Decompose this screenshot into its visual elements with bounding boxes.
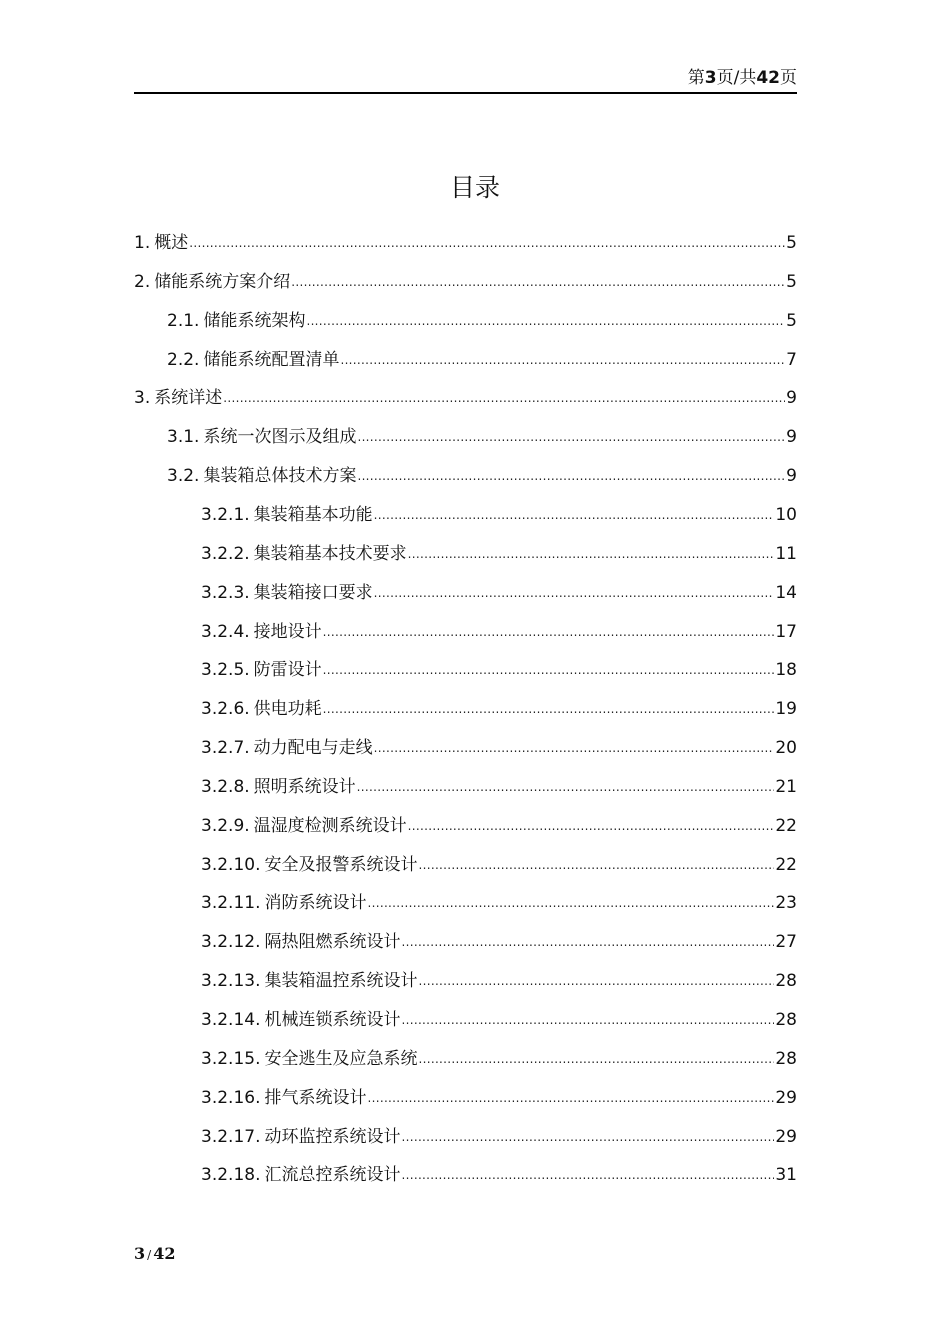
toc-entry[interactable] [134, 270, 797, 294]
toc-entry-title: 隔热阻燃系统设计 [264, 932, 401, 953]
header-page-mid: 页/共 [716, 68, 757, 88]
toc-entry-page: 10 [775, 504, 797, 525]
toc-entry[interactable] [201, 1047, 797, 1071]
toc-entry-page: 22 [775, 815, 797, 836]
toc-dot-leader [367, 895, 774, 915]
toc-entry[interactable] [201, 1008, 797, 1032]
toc-entry-title: 温湿度检测系统设计 [253, 815, 407, 836]
toc-dot-leader [367, 1090, 774, 1110]
toc-entry-title: 储能系统方案介绍 [154, 271, 291, 292]
toc-entry[interactable] [201, 1125, 797, 1149]
toc-entry-page: 29 [775, 1126, 797, 1147]
toc-entry-number: 3.2.15. [201, 1048, 261, 1069]
toc-dot-leader [340, 352, 785, 372]
footer-total-pages: 42 [153, 1244, 176, 1263]
toc-entry-number: 3.2.11. [201, 893, 261, 914]
toc-entry[interactable] [167, 464, 797, 488]
toc-dot-leader [418, 857, 774, 877]
toc-entry[interactable] [134, 386, 797, 410]
toc-dot-leader [401, 1129, 774, 1149]
toc-dot-leader [374, 585, 775, 605]
toc-entry[interactable] [201, 814, 797, 838]
toc-entry-page: 14 [775, 582, 797, 603]
toc-entry[interactable] [201, 697, 797, 721]
toc-entry[interactable] [201, 930, 797, 954]
toc-entry[interactable] [201, 503, 797, 527]
toc-entry-page: 28 [775, 971, 797, 992]
toc-entry-title: 防雷设计 [253, 660, 322, 681]
toc-dot-leader [401, 934, 774, 954]
toc-dot-leader [357, 468, 785, 488]
footer-current-page: 3 [134, 1244, 146, 1263]
toc-entry[interactable] [134, 231, 797, 255]
toc-entry-number: 2. [134, 271, 151, 292]
toc-entry-number: 3.2.1. [201, 504, 250, 525]
toc-entry[interactable] [201, 853, 797, 877]
toc-entry-number: 3.2.18. [201, 1165, 261, 1186]
toc-entry-page: 5 [786, 310, 797, 331]
toc-entry-title: 储能系统配置清单 [203, 349, 340, 370]
toc-entry-page: 5 [786, 271, 797, 292]
toc-entry-number: 3.2.6. [201, 699, 250, 720]
toc-entry[interactable] [167, 425, 797, 449]
toc-entry-title: 集装箱温控系统设计 [264, 971, 418, 992]
toc-entry-number: 3.2.10. [201, 854, 261, 875]
toc-entry-title: 消防系统设计 [264, 893, 367, 914]
toc-entry-title: 安全逃生及应急系统 [264, 1048, 418, 1069]
toc-title: 目录 [449, 173, 500, 202]
toc-entry-title: 供电功耗 [253, 699, 322, 720]
toc-entry-title: 概述 [154, 233, 189, 253]
toc-entry-page: 28 [775, 1010, 797, 1030]
toc-entry[interactable] [201, 1163, 797, 1187]
toc-entry-title: 排气系统设计 [264, 1087, 367, 1108]
toc-entry-number: 3.2.12. [201, 932, 261, 953]
toc-entry-number: 3.2.4. [201, 621, 250, 642]
toc-dot-leader [374, 507, 775, 527]
toc-dot-leader [418, 1051, 774, 1071]
toc-entry-title: 安全及报警系统设计 [264, 854, 418, 875]
toc-entry-title: 系统详述 [154, 388, 223, 409]
toc-entry[interactable] [201, 620, 797, 644]
toc-entry-number: 3.2.2. [201, 543, 250, 564]
toc-entry-title: 集装箱接口要求 [253, 582, 373, 603]
toc-dot-leader [357, 429, 785, 449]
toc-dot-leader [401, 1167, 774, 1187]
toc-entry-number: 2.1. [167, 310, 200, 331]
toc-entry[interactable] [201, 542, 797, 566]
footer-separator: / [147, 1248, 152, 1262]
header-page-prefix: 第 [687, 68, 705, 88]
toc-entry-number: 3.1. [167, 427, 200, 448]
toc-entry-title: 机械连锁系统设计 [264, 1010, 401, 1030]
toc-entry-title: 照明系统设计 [253, 776, 356, 797]
toc-dot-leader [408, 818, 775, 838]
toc-entry-title: 汇流总控系统设计 [264, 1165, 401, 1186]
toc-dot-leader [189, 235, 785, 255]
toc-entry-title: 集装箱基本技术要求 [253, 543, 407, 564]
toc-entry[interactable] [201, 658, 797, 682]
toc-entry-page: 18 [775, 660, 797, 681]
toc-entry-number: 3.2. [167, 466, 200, 487]
toc-entry-page: 23 [775, 893, 797, 914]
toc-entry[interactable] [201, 891, 797, 915]
toc-entry-page: 31 [775, 1165, 797, 1186]
toc-dot-leader [357, 779, 775, 799]
toc-entry-title: 动环监控系统设计 [264, 1126, 401, 1147]
toc-entry-page: 9 [786, 388, 797, 409]
toc-dot-leader [323, 662, 775, 682]
toc-entry[interactable] [201, 581, 797, 605]
toc-dot-leader [374, 740, 775, 760]
toc-entry-page: 29 [775, 1087, 797, 1108]
toc-entry-title: 集装箱总体技术方案 [203, 466, 357, 487]
toc-dot-leader [408, 546, 775, 566]
toc-entry-page: 22 [775, 854, 797, 875]
toc-entry-number: 3.2.3. [201, 582, 250, 603]
toc-entry-number: 2.2. [167, 349, 200, 370]
toc-entry-number: 3. [134, 388, 151, 409]
toc-entry-page: 19 [775, 699, 797, 720]
toc-entry[interactable] [167, 348, 797, 372]
toc-entry-number: 1. [134, 233, 151, 253]
toc-entry-number: 3.2.17. [201, 1126, 261, 1147]
toc-entry-number: 3.2.13. [201, 971, 261, 992]
toc-entry-number: 3.2.16. [201, 1087, 261, 1108]
toc-entry-number: 3.2.14. [201, 1010, 261, 1030]
toc-dot-leader [223, 390, 785, 410]
toc-dot-leader [401, 1012, 774, 1032]
toc-entry-page: 21 [775, 776, 797, 797]
toc-entry-number: 3.2.9. [201, 815, 250, 836]
toc-dot-leader [323, 624, 775, 644]
toc-entry-title: 系统一次图示及组成 [203, 427, 357, 448]
toc-entry-number: 3.2.5. [201, 660, 250, 681]
toc-entry-number: 3.2.8. [201, 776, 250, 797]
toc-dot-leader [306, 313, 785, 333]
toc-entry-number: 3.2.7. [201, 738, 250, 759]
toc-entry-title: 接地设计 [253, 621, 322, 642]
toc-entry[interactable] [201, 1086, 797, 1110]
header-total-pages: 42 [756, 68, 780, 88]
toc-entry-page: 17 [775, 621, 797, 642]
page-footer [134, 1244, 175, 1263]
toc-entry-title: 集装箱基本功能 [253, 504, 373, 525]
toc-entry[interactable] [167, 309, 797, 333]
toc-entry-page: 5 [786, 233, 797, 253]
header-current-page: 3 [704, 68, 717, 88]
toc-entry-page: 9 [786, 466, 797, 487]
toc-entry[interactable] [201, 736, 797, 760]
toc-dot-leader [418, 973, 774, 993]
toc-entry[interactable] [201, 775, 797, 799]
toc-entry-page: 27 [775, 932, 797, 953]
toc-entry-page: 7 [786, 349, 797, 370]
toc-dot-leader [323, 701, 775, 721]
toc-entry-page: 28 [775, 1048, 797, 1069]
toc-entry-title: 动力配电与走线 [253, 738, 373, 759]
toc-entry-title: 储能系统架构 [203, 310, 306, 331]
toc-entry-page: 11 [775, 543, 797, 564]
toc-dot-leader [291, 274, 785, 294]
toc-entry-page: 9 [786, 427, 797, 448]
header-page-suffix: 页 [780, 68, 797, 88]
toc-entry[interactable] [201, 969, 797, 993]
toc-entry-page: 20 [775, 738, 797, 759]
